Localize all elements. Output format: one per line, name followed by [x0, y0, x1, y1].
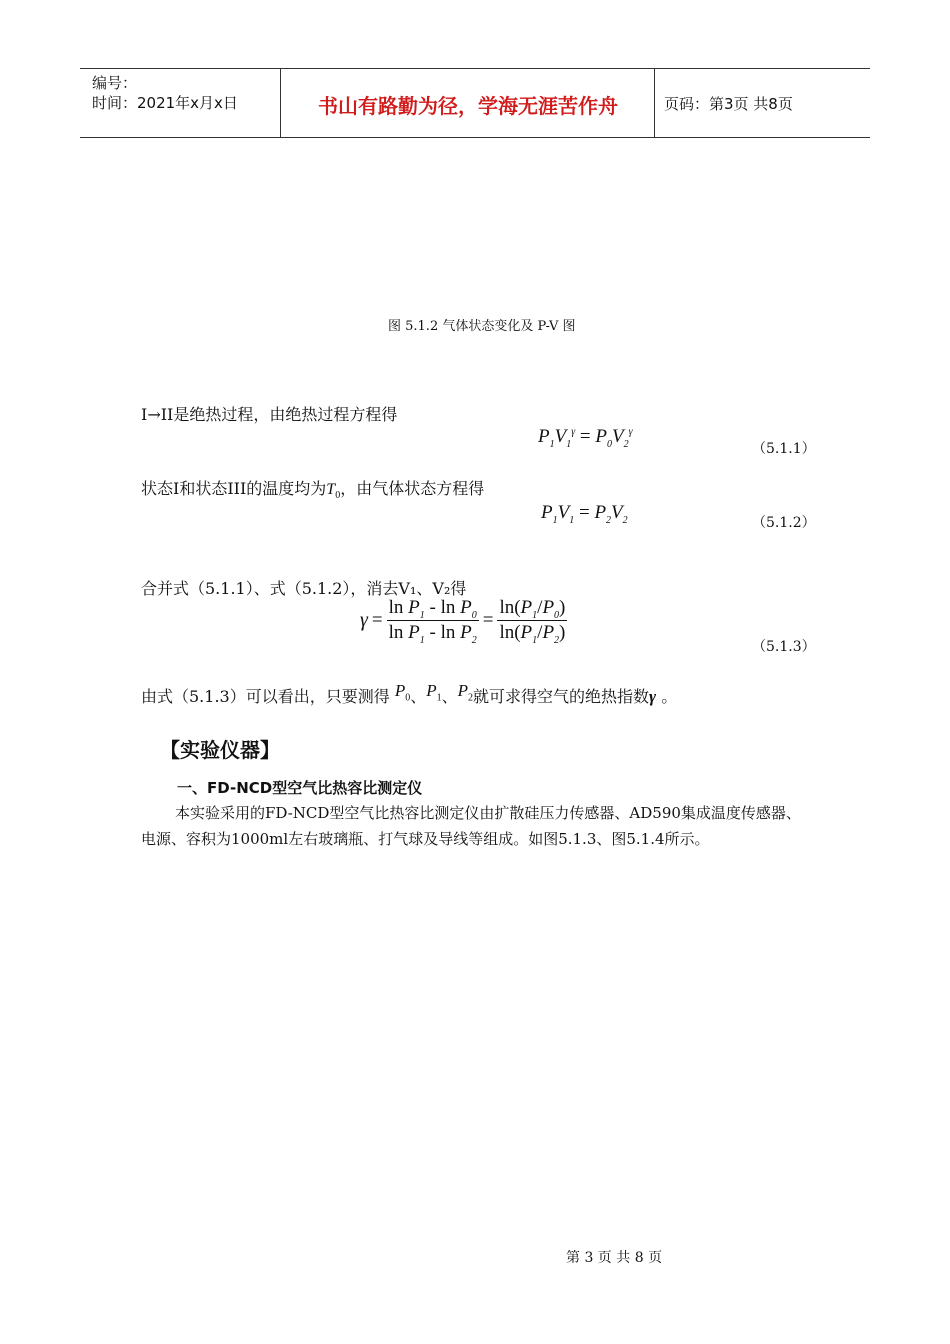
header-divider — [280, 69, 281, 137]
time-label: 时间：2021年x月x日 — [92, 94, 238, 112]
figure-caption: 图 5.1.2 气体状态变化及 P-V 图 — [388, 319, 576, 334]
header-page-info: 页码：第3页 共8页 — [664, 95, 793, 113]
page-footer: 第 3 页 共 8 页 — [566, 1250, 663, 1266]
equation-number-5-1-1: （5.1.1） — [752, 441, 816, 457]
equation-number-5-1-2: （5.1.2） — [752, 515, 816, 531]
header-left-cell — [92, 73, 238, 113]
paragraph-state-equation — [141, 476, 485, 502]
paragraph-conclusion: 由式（5.1.3）可以看出，只要测得 $P_0$、$P_1$、$P_2$就可求得空气的绝热指数γ 。 — [141, 681, 678, 706]
paragraph-text: 由式（5.1.3）可以看出，只要测得 — [141, 687, 390, 706]
paragraph-text: ，由气体状态方程得 — [340, 479, 485, 498]
section-title: 【实验仪器】 — [160, 738, 280, 762]
serial-label: 编号： — [92, 74, 138, 92]
symbol-p1: $P_1$ — [426, 681, 442, 704]
fraction-log-difference: $\frac{\ln P_1 - \ln P_0}{\ln P_1 - \ln P_2}$ — [388, 597, 477, 646]
header-motto: 书山有路勤为径，学海无涯苦作舟 — [318, 94, 618, 118]
paragraph-combine: 合并式（5.1.1）、式（5.1.2），消去V₁、V₂得 — [141, 579, 467, 598]
equation-5-1-2: $P_1V_1 = P_2V_2$ — [541, 502, 628, 526]
header-divider — [654, 69, 655, 137]
paragraph-text: 。 — [661, 687, 678, 706]
paragraph-text: 就可求得空气的绝热指数 — [473, 687, 650, 706]
symbol-p0: $P_0$ — [394, 681, 411, 704]
fraction-log-ratio: $\frac{\ln(P_1/P_0)}{\ln(P_1/P_2)}$ — [499, 597, 566, 646]
equation-5-1-3: γ = $\frac{\ln P_1 - \ln P_0}{\ln P_1 - \ln P_2}$ = $\frac{\ln(P_1/P_0)}{\ln(P_1/P_2)}$ — [360, 597, 566, 646]
section-body: 本实验采用的FD-NCD型空气比热容比测定仪由扩散硅压力传感器、AD590集成温度传感器、电源、容积为1000ml左右玻璃瓶、打气球及导线等组成。如图5.1.3、图5.1.4所示。 — [141, 804, 801, 848]
equation-5-1-1: $P_1V_1^\gamma = P_0V_2^\gamma$ — [538, 426, 633, 450]
symbol-gamma: γ — [649, 687, 657, 706]
symbol-p2: $P_2$ — [457, 681, 474, 704]
paragraph-text: 状态I和状态III的温度均为 — [141, 479, 327, 498]
equation-number-5-1-3: （5.1.3） — [752, 639, 816, 655]
page-header — [80, 68, 870, 138]
temperature-symbol: $T_0$ — [326, 481, 341, 502]
section-subtitle: 一、FD-NCD型空气比热容比测定仪 — [177, 779, 423, 797]
paragraph-adiabatic: I→II是绝热过程，由绝热过程方程得 — [141, 405, 398, 424]
